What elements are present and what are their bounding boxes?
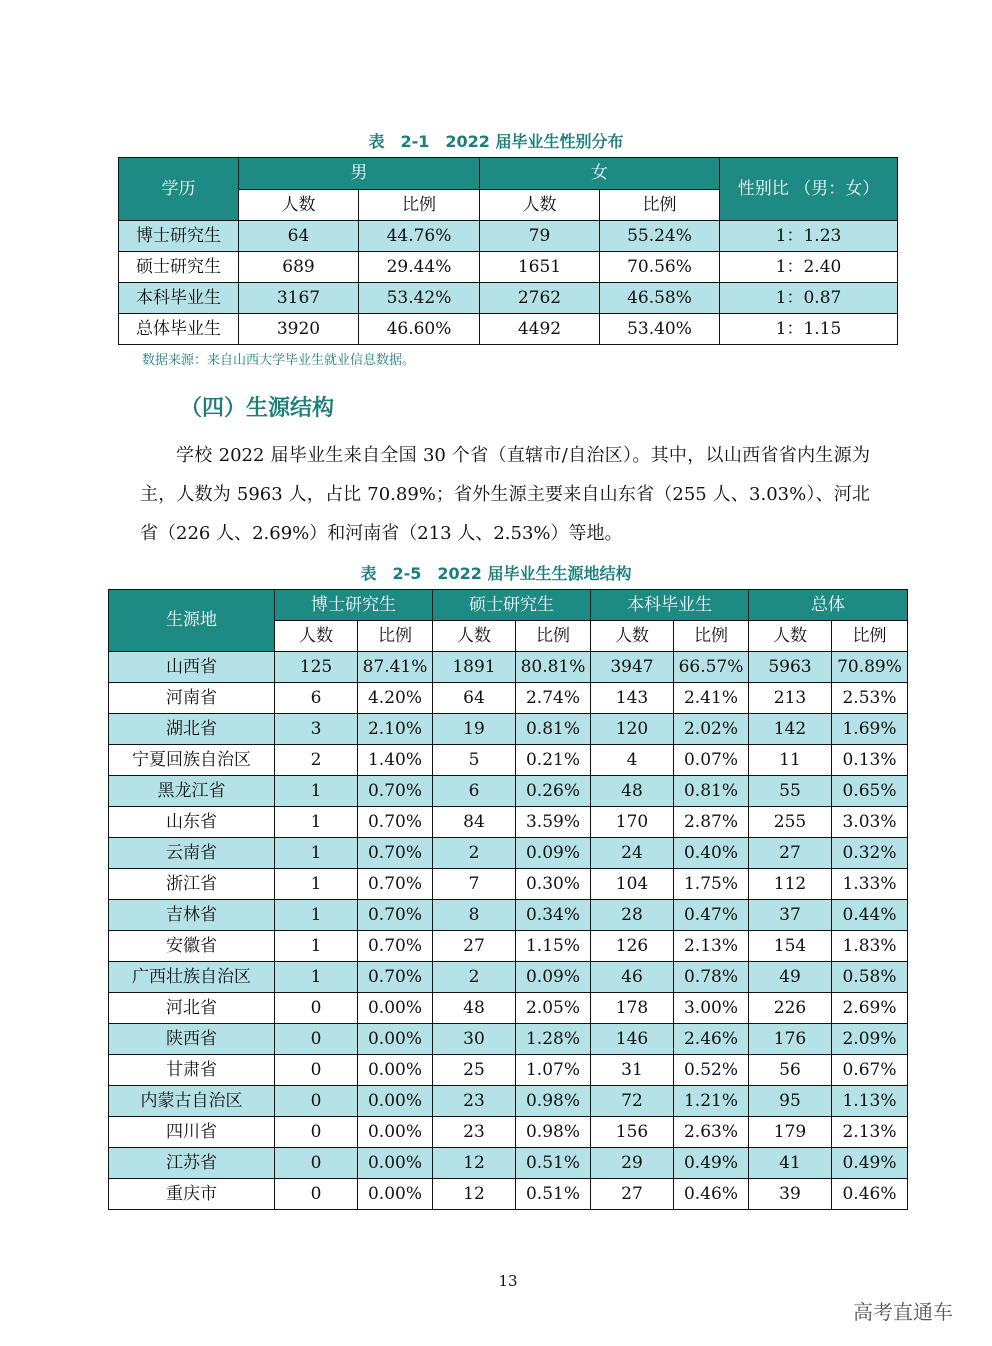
table-cell: 0.21% (516, 745, 591, 776)
table-cell: 179 (749, 1117, 832, 1148)
row-label: 总体毕业生 (119, 314, 239, 345)
table-cell: 84 (433, 807, 516, 838)
table-cell: 1.69% (832, 714, 908, 745)
table-cell: 3920 (239, 314, 359, 345)
row-label: 湖北省 (109, 714, 275, 745)
table1-caption: 表 2-1 2022 届毕业生性别分布 (368, 132, 624, 151)
table-cell: 1.28% (516, 1024, 591, 1055)
row-label: 山东省 (109, 807, 275, 838)
table-cell: 2 (275, 745, 358, 776)
table-cell: 255 (749, 807, 832, 838)
table-cell: 48 (433, 993, 516, 1024)
table-cell: 1：2.40 (720, 252, 898, 283)
education-header: 学历 (119, 158, 239, 221)
table-row (109, 1148, 908, 1179)
table-cell: 23 (433, 1117, 516, 1148)
row-label: 内蒙古自治区 (109, 1086, 275, 1117)
table-row (109, 652, 908, 683)
row-label: 四川省 (109, 1117, 275, 1148)
table-cell: 0.40% (674, 838, 749, 869)
table-cell: 0.52% (674, 1055, 749, 1086)
table-cell: 0.07% (674, 745, 749, 776)
watermark-text: 高考直通车 (853, 1300, 953, 1324)
bachelor-count-header: 人数 (591, 621, 674, 652)
table-cell: 1：1.23 (720, 221, 898, 252)
table-cell: 170 (591, 807, 674, 838)
table-cell: 1 (275, 900, 358, 931)
table-cell: 2.09% (832, 1024, 908, 1055)
table-cell: 12 (433, 1179, 516, 1210)
table-cell: 37 (749, 900, 832, 931)
table-cell: 3.59% (516, 807, 591, 838)
table-cell: 29.44% (359, 252, 480, 283)
table-cell: 87.41% (358, 652, 433, 683)
row-label: 宁夏回族自治区 (109, 745, 275, 776)
table-row (109, 776, 908, 807)
table-row (109, 962, 908, 993)
table-row (119, 221, 898, 252)
table-cell: 24 (591, 838, 674, 869)
table-cell: 95 (749, 1086, 832, 1117)
gender-distribution-table (118, 157, 898, 345)
table-cell: 1 (275, 838, 358, 869)
table-cell: 0.34% (516, 900, 591, 931)
total-percent-header: 比例 (832, 621, 908, 652)
table-cell: 46.58% (600, 283, 720, 314)
table-cell: 27 (749, 838, 832, 869)
table-row (109, 900, 908, 931)
table-cell: 19 (433, 714, 516, 745)
table-cell: 23 (433, 1086, 516, 1117)
table-row (109, 993, 908, 1024)
row-label: 江苏省 (109, 1148, 275, 1179)
table-cell: 72 (591, 1086, 674, 1117)
female-count-header: 人数 (480, 190, 600, 221)
table-cell: 0.98% (516, 1086, 591, 1117)
table-cell: 1.07% (516, 1055, 591, 1086)
table-cell: 66.57% (674, 652, 749, 683)
table-cell: 2.46% (674, 1024, 749, 1055)
row-label: 陕西省 (109, 1024, 275, 1055)
table-cell: 0.70% (358, 900, 433, 931)
row-label: 云南省 (109, 838, 275, 869)
table-cell: 2.74% (516, 683, 591, 714)
table-cell: 0.46% (832, 1179, 908, 1210)
table-cell: 1 (275, 869, 358, 900)
row-label: 黑龙江省 (109, 776, 275, 807)
table-cell: 2.02% (674, 714, 749, 745)
table-cell: 3.00% (674, 993, 749, 1024)
row-label: 河北省 (109, 993, 275, 1024)
table-cell: 0.00% (358, 1179, 433, 1210)
table-cell: 1.15% (516, 931, 591, 962)
table-cell: 0.00% (358, 1055, 433, 1086)
table-cell: 146 (591, 1024, 674, 1055)
table-cell: 0.13% (832, 745, 908, 776)
table-row (109, 683, 908, 714)
master-count-header: 人数 (433, 621, 516, 652)
row-label: 甘肃省 (109, 1055, 275, 1086)
table-cell: 48 (591, 776, 674, 807)
table-cell: 0.00% (358, 1024, 433, 1055)
table-cell: 12 (433, 1148, 516, 1179)
body-paragraph: 学校 2022 届毕业生来自全国 30 个省（直辖市/自治区）。其中，以山西省省内生源为主，人数为 5963 人，占比 70.89%；省外生源主要来自山东省（255 人、3.03%）、河北省（226 人、2.69%）和河南省（213 人、2.53%）等地。 (140, 445, 870, 544)
table-cell: 0.49% (674, 1148, 749, 1179)
table-cell: 2 (433, 838, 516, 869)
table-cell: 4492 (480, 314, 600, 345)
table-row (109, 1117, 908, 1148)
table-cell: 689 (239, 252, 359, 283)
table-cell: 3.03% (832, 807, 908, 838)
table-cell: 4 (591, 745, 674, 776)
table-cell: 0.51% (516, 1179, 591, 1210)
table-cell: 3167 (239, 283, 359, 314)
table-cell: 1.13% (832, 1086, 908, 1117)
table-cell: 0.70% (358, 807, 433, 838)
male-count-header: 人数 (239, 190, 359, 221)
table-cell: 2.63% (674, 1117, 749, 1148)
table-row (109, 1086, 908, 1117)
table-cell: 2762 (480, 283, 600, 314)
table-cell: 0.78% (674, 962, 749, 993)
table-cell: 0.70% (358, 838, 433, 869)
table-cell: 53.40% (600, 314, 720, 345)
row-label: 本科毕业生 (119, 283, 239, 314)
table-cell: 2.13% (674, 931, 749, 962)
table-cell: 27 (433, 931, 516, 962)
origin-header: 生源地 (109, 590, 275, 652)
table-cell: 2.41% (674, 683, 749, 714)
table2-caption: 表 2-5 2022 届毕业生生源地结构 (360, 564, 632, 583)
table-cell: 154 (749, 931, 832, 962)
table-cell: 120 (591, 714, 674, 745)
page-number: 13 (498, 1272, 518, 1290)
table-cell: 27 (591, 1179, 674, 1210)
table-cell: 0.81% (516, 714, 591, 745)
table-cell: 5 (433, 745, 516, 776)
table-cell: 0.70% (358, 962, 433, 993)
total-header: 总体 (749, 590, 908, 621)
table-cell: 11 (749, 745, 832, 776)
table-cell: 30 (433, 1024, 516, 1055)
table-cell: 213 (749, 683, 832, 714)
row-label: 广西壮族自治区 (109, 962, 275, 993)
row-label: 吉林省 (109, 900, 275, 931)
table-row (109, 838, 908, 869)
table-cell: 1.83% (832, 931, 908, 962)
table-cell: 1.40% (358, 745, 433, 776)
table-row (119, 314, 898, 345)
table-cell: 1.21% (674, 1086, 749, 1117)
table-cell: 49 (749, 962, 832, 993)
table-cell: 0 (275, 1179, 358, 1210)
table-cell: 226 (749, 993, 832, 1024)
table-cell: 6 (433, 776, 516, 807)
table-cell: 1 (275, 962, 358, 993)
table-cell: 0.65% (832, 776, 908, 807)
phd-count-header: 人数 (275, 621, 358, 652)
table-cell: 2.10% (358, 714, 433, 745)
table-cell: 178 (591, 993, 674, 1024)
phd-header: 博士研究生 (275, 590, 433, 621)
table-cell: 0.81% (674, 776, 749, 807)
table-cell: 0.67% (832, 1055, 908, 1086)
table-row (109, 1179, 908, 1210)
table-cell: 0.70% (358, 776, 433, 807)
row-label: 浙江省 (109, 869, 275, 900)
row-label: 山西省 (109, 652, 275, 683)
master-header: 硕士研究生 (433, 590, 591, 621)
table-cell: 55.24% (600, 221, 720, 252)
table-cell: 1 (275, 776, 358, 807)
table-cell: 2 (433, 962, 516, 993)
section-title: （四）生源结构 (180, 396, 335, 421)
table-cell: 46 (591, 962, 674, 993)
table-cell: 1：1.15 (720, 314, 898, 345)
table-cell: 0.09% (516, 838, 591, 869)
table-cell: 0.51% (516, 1148, 591, 1179)
table-cell: 0 (275, 1086, 358, 1117)
table-cell: 55 (749, 776, 832, 807)
table-cell: 41 (749, 1148, 832, 1179)
table-row (109, 714, 908, 745)
table-cell: 1 (275, 931, 358, 962)
table-cell: 2.69% (832, 993, 908, 1024)
table-cell: 29 (591, 1148, 674, 1179)
table-cell: 80.81% (516, 652, 591, 683)
table-cell: 0.26% (516, 776, 591, 807)
table-cell: 1 (275, 807, 358, 838)
master-percent-header: 比例 (516, 621, 591, 652)
table-cell: 125 (275, 652, 358, 683)
ratio-header: 性别比 （男：女） (720, 158, 898, 221)
table-cell: 0.09% (516, 962, 591, 993)
table-row (109, 869, 908, 900)
table-cell: 2.87% (674, 807, 749, 838)
table-cell: 0 (275, 1148, 358, 1179)
table-cell: 0.70% (358, 931, 433, 962)
table-cell: 142 (749, 714, 832, 745)
table-cell: 0.32% (832, 838, 908, 869)
table-cell: 104 (591, 869, 674, 900)
table-cell: 70.89% (832, 652, 908, 683)
table-cell: 1.33% (832, 869, 908, 900)
table-row (109, 1055, 908, 1086)
table-cell: 3947 (591, 652, 674, 683)
table-cell: 143 (591, 683, 674, 714)
bachelor-header: 本科毕业生 (591, 590, 749, 621)
table-cell: 0.49% (832, 1148, 908, 1179)
female-percent-header: 比例 (600, 190, 720, 221)
table-cell: 1651 (480, 252, 600, 283)
row-label: 重庆市 (109, 1179, 275, 1210)
row-label: 博士研究生 (119, 221, 239, 252)
table-cell: 46.60% (359, 314, 480, 345)
table-cell: 2.13% (832, 1117, 908, 1148)
table-cell: 56 (749, 1055, 832, 1086)
origin-structure-table (108, 589, 908, 1210)
table-cell: 126 (591, 931, 674, 962)
table-cell: 0.46% (674, 1179, 749, 1210)
table-cell: 2.05% (516, 993, 591, 1024)
table-cell: 0.00% (358, 1086, 433, 1117)
table-cell: 0.70% (358, 869, 433, 900)
table-cell: 4.20% (358, 683, 433, 714)
table-cell: 0.98% (516, 1117, 591, 1148)
table-cell: 0.44% (832, 900, 908, 931)
table-cell: 28 (591, 900, 674, 931)
table-cell: 7 (433, 869, 516, 900)
table-cell: 53.42% (359, 283, 480, 314)
table-cell: 0.47% (674, 900, 749, 931)
total-count-header: 人数 (749, 621, 832, 652)
table-cell: 0.58% (832, 962, 908, 993)
table-cell: 0 (275, 1055, 358, 1086)
table-row (109, 1024, 908, 1055)
table-cell: 0.30% (516, 869, 591, 900)
table-cell: 112 (749, 869, 832, 900)
row-label: 安徽省 (109, 931, 275, 962)
table-cell: 1.75% (674, 869, 749, 900)
bachelor-percent-header: 比例 (674, 621, 749, 652)
table-cell: 31 (591, 1055, 674, 1086)
table-row (119, 283, 898, 314)
table-cell: 0.00% (358, 993, 433, 1024)
table-cell: 6 (275, 683, 358, 714)
table-row (109, 807, 908, 838)
table-cell: 5963 (749, 652, 832, 683)
table-cell: 156 (591, 1117, 674, 1148)
table-cell: 25 (433, 1055, 516, 1086)
female-header: 女 (480, 158, 720, 190)
table-cell: 1：0.87 (720, 283, 898, 314)
table-cell: 1891 (433, 652, 516, 683)
table-cell: 2.53% (832, 683, 908, 714)
phd-percent-header: 比例 (358, 621, 433, 652)
table-cell: 64 (433, 683, 516, 714)
table-cell: 8 (433, 900, 516, 931)
table-cell: 176 (749, 1024, 832, 1055)
table-row (109, 745, 908, 776)
row-label: 硕士研究生 (119, 252, 239, 283)
table-cell: 39 (749, 1179, 832, 1210)
table-cell: 0 (275, 1117, 358, 1148)
table-cell: 0 (275, 993, 358, 1024)
table-cell: 3 (275, 714, 358, 745)
table-cell: 0.00% (358, 1148, 433, 1179)
table-cell: 0 (275, 1024, 358, 1055)
table-cell: 64 (239, 221, 359, 252)
table-cell: 0.00% (358, 1117, 433, 1148)
table-cell: 44.76% (359, 221, 480, 252)
data-source-note: 数据来源：来自山西大学毕业生就业信息数据。 (142, 353, 416, 368)
table-cell: 70.56% (600, 252, 720, 283)
table-row (109, 931, 908, 962)
row-label: 河南省 (109, 683, 275, 714)
male-percent-header: 比例 (359, 190, 480, 221)
table-cell: 79 (480, 221, 600, 252)
table-row (119, 252, 898, 283)
male-header: 男 (239, 158, 480, 190)
